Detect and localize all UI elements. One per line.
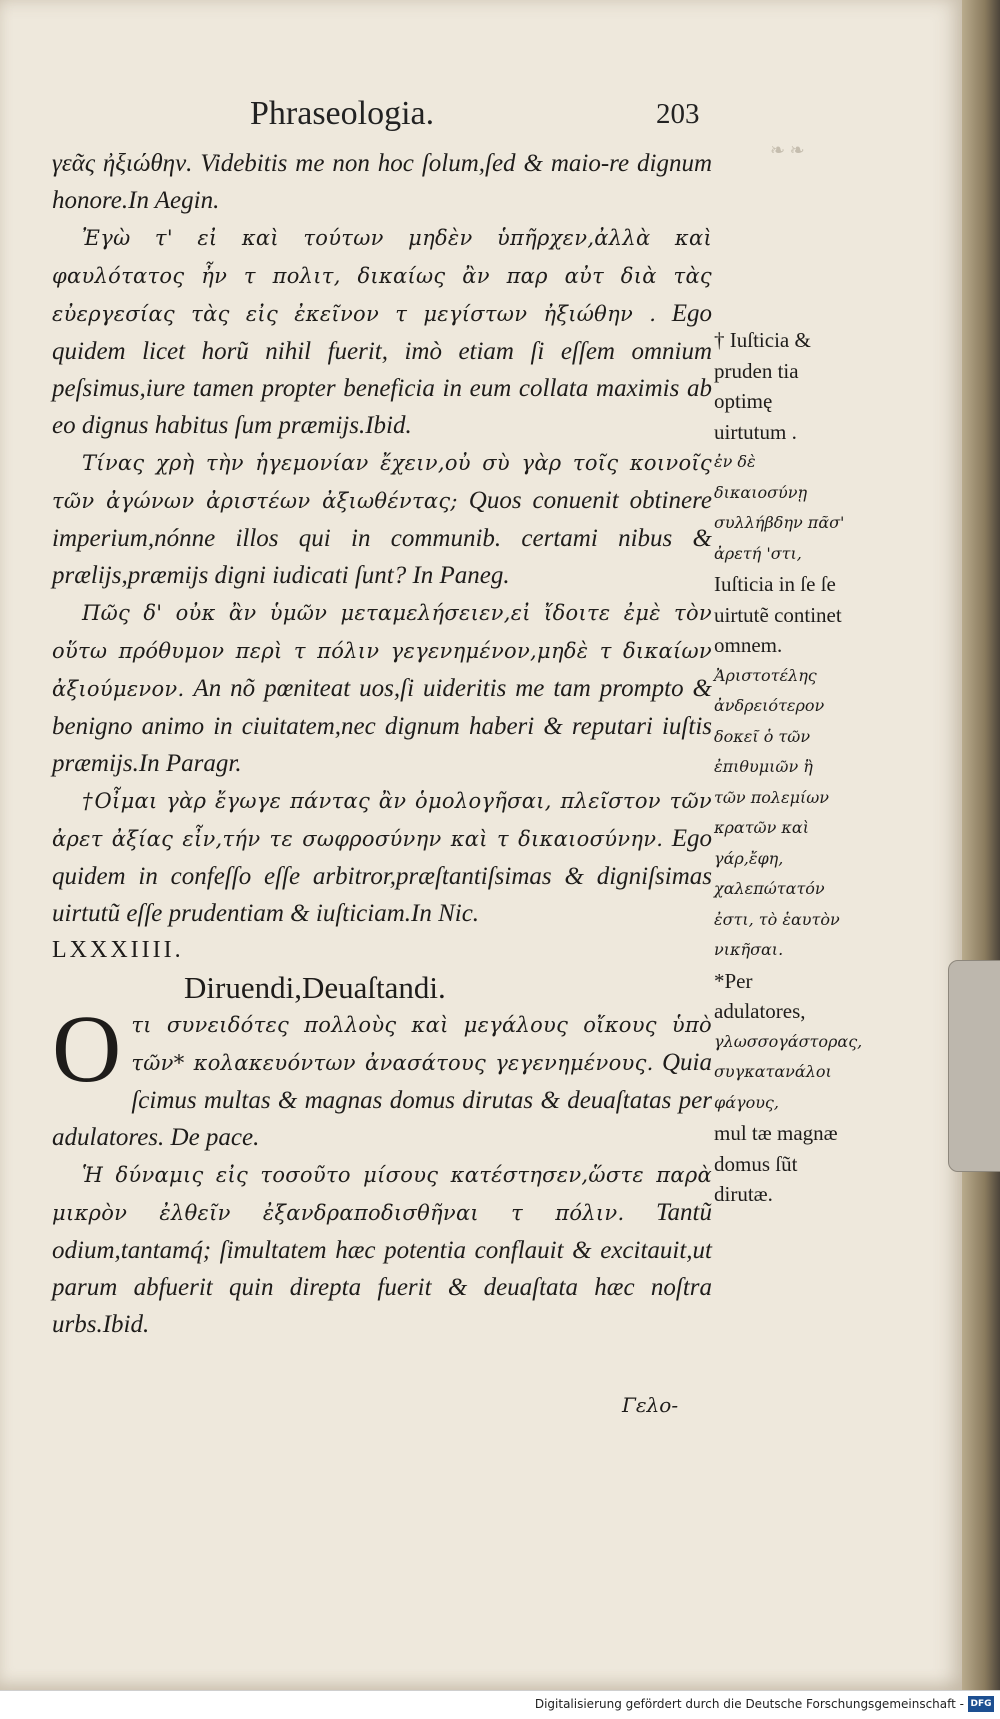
- paragraph-2: [52, 219, 712, 444]
- drop-capital: O: [52, 995, 122, 1102]
- greek-quote: τι συνειδότες πολλοὺς καὶ μεγάλους οἴκους ὑπὸ τῶν* κολακευόντων ἀνασάτους γεγενημένους.: [131, 1013, 712, 1075]
- book-clasp: [948, 960, 1000, 1172]
- margin-note-3: *Per adulatores,: [714, 968, 806, 1023]
- margin-greek-2: Ἀριστοτέλης ἀνδρειότερον δοκεῖ ὁ τῶν ἐπιθυμιῶν ἢ τῶν πολεμίων κρατῶν καὶ γάρ,ἔφη, χαλεπώτατόν ἐστι, τὸ ἑαυτὸν νικῆσαι.: [714, 665, 840, 959]
- dfg-logo-icon: DFG: [968, 1696, 994, 1712]
- page-number: 203: [656, 98, 700, 130]
- main-text-column: [52, 145, 712, 1343]
- greek-quote: Ἐγὼ τ' εἰ καὶ τούτων μηδὲν ὑπῆρχεν,ἀλλὰ καὶ φαυλότατος ἦν τ πολιτ, δικαίως ἂν παρ αὐτ διὰ τὰς εὐεργεσίας τὰς εἰς ἐκεῖνον τ μεγίστων ἠξιώθην .: [52, 226, 712, 326]
- greek-quote: Πῶς δ' οὐκ ἂν ὑμῶν μεταμελήσειεν,εἰ ἴδοιτε ἐμὲ τὸν οὕτω πρόθυμον περὶ τ πόλιν γεγενημένον,μηδὲ τ δικαίων ἀξιούμενον.: [52, 601, 712, 701]
- funding-credit: Digitalisierung gefördert durch die Deutsche Forschungsgemeinschaft -: [534, 1697, 964, 1711]
- library-stamp-mark: ❧ ❧: [770, 140, 805, 160]
- latin-translation: An nõ pœniteat uos,ſi uideritis me tam prompto & benigno animo in ciuitatem,nec dignum haberi & reputari iuſtis præmijs.In Paragr.: [52, 675, 712, 777]
- section-heading: Diruendi,Deuaſtandi.: [184, 970, 446, 1005]
- book-edge: [962, 0, 1000, 1690]
- paragraph-1: γεᾶς ἠξιώθην. Videbitis me non hoc ſolum,ſed & maio-re dignum honore.In Aegin.: [52, 150, 712, 214]
- section-number: LXXXIIII.: [52, 937, 184, 963]
- latin-translation: Ego quidem licet horũ nihil fuerit, imò etiam ſi eſſem omnium peſsimus,iure tamen propter beneficia in eum collata maximis ab eo dignus habitus ſum præmijs.Ibid.: [52, 300, 713, 439]
- greek-quote: Τίνας χρὴ τὴν ἡγεμονίαν ἔχειν,οὐ σὺ γὰρ τοῖς κοινοῖς τῶν ἀγώνων ἀριστέων ἀξιωθέντας;: [52, 451, 712, 513]
- greek-quote: †Οἶμαι γὰρ ἔγωγε πάντας ἂν ὁμολογῆσαι, πλεῖστον τῶν ἀρετ ἀξίας εἶν,τήν τε σωφροσύνην καὶ τ δικαιοσύνην.: [52, 789, 712, 851]
- margin-notes: [714, 325, 863, 1210]
- latin-translation: Ego quidem in confeſſo eſſe arbitror,præſtantiſsimas & digniſsimas uirtutũ eſſe prudentiam & iuſticiam.In Nic.: [52, 825, 713, 927]
- paragraph-4: [52, 594, 712, 782]
- catchword: Γελο-: [622, 1393, 679, 1417]
- greek-quote: Ἡ δύναμις εἰς τοσοῦτο μίσους κατέστησεν,ὥστε παρὰ μικρὸν ἐλθεῖν ἐξανδραποδισθῆναι τ πόλιν.: [52, 1163, 712, 1225]
- margin-greek-1: ἐν δὲ δικαιοσύνῃ συλλήβδην πᾶσ' ἀρετή 'στι,: [714, 452, 845, 563]
- latin-translation: Quos conuenit obtinere imperium,nónne illos qui in communib. certami nibus & prælijs,præmijs digni iudicati ſunt? In Paneg.: [52, 487, 712, 589]
- paragraph-7: [52, 1156, 712, 1343]
- paragraph-3: [52, 444, 712, 594]
- latin-translation: Tantũ odium,tantamq́; ſimultatem hæc potentia conflauit & excitauit,ut parum abfuerit quin direpta fuerit & deuaſtata hæc noſtra urbs.Ibid.: [52, 1199, 712, 1338]
- margin-note-4: mul tæ magnæ domus ſũt dirutæ.: [714, 1121, 838, 1206]
- latin-translation: Quia ſcimus multas & magnas domus dirutas & deuaſtatas per adulatores. De pace.: [52, 1049, 712, 1151]
- margin-note-1: † Iuſticia & pruden tia optimę uirtutum .: [714, 328, 811, 444]
- margin-note-2: Iuſticia in ſe ſe uirtutẽ continet omnem.: [714, 572, 842, 657]
- paragraph-6: [52, 995, 712, 1156]
- running-title: Phraseologia.: [250, 95, 435, 132]
- margin-greek-3: γλωσσογάστορας, συγκατανάλοι φάγους,: [714, 1031, 863, 1112]
- footer-bar: [0, 1690, 1000, 1719]
- paragraph-5: [52, 782, 712, 932]
